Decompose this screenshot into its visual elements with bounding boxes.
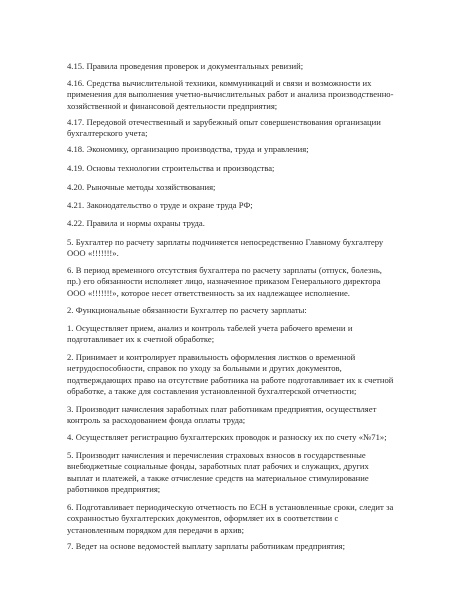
duty-2: 2. Принимает и контролирует правильность оформления листков о временной нетрудоспособности, справок по уходу за больными и других документов, подтверждающих право на отсутствие работника на работе подготавливает их к счетной обработке, а также для составления установленной бухгалтерской отчетности; — [67, 352, 394, 397]
paragraph-4-16: 4.16. Средства вычислительной техники, коммуникаций и связи и возможности их применения для выполнения учетно-вычислительных работ и анализа производственно-хозяйственной и финансовой деятельности предприятия; — [67, 78, 394, 111]
paragraph-6: 6. В период временного отсутствия бухгалтера по расчету зарплаты (отпуск, болезнь, пр.) его обязанности исполняет лицо, назначенное приказом Генерального директора ООО «!!!!!!!», которое несет ответственность за их надлежащее исполнение. — [67, 265, 382, 298]
duty-3: 3. Производит начисления заработных плат работникам предприятия, осуществляет контроль за расходованием фонда оплаты труда; — [67, 404, 377, 426]
duty-5: 5. Производит начисления и перечисления страховых взносов в государственные внебюджетные социальные фонды, заработных плат рабочих и служащих, других выплат и платежей, а также отчисление средств на материальное стимулирование работников предприятия; — [67, 450, 369, 495]
paragraph-4-17: 4.17. Передовой отечественный и зарубежный опыт совершенствования организации бухгалтерского учета; — [67, 117, 381, 139]
duty-4: 4. Осуществляет регистрацию бухгалтерских проводок и разноску их по счету «№71»; — [67, 432, 387, 442]
paragraph-4-15: 4.15. Правила проведения проверок и документальных ревизий; — [67, 61, 304, 71]
duty-7: 7. Ведет на основе ведомостей выплату зарплаты работникам предприятия; — [67, 541, 346, 551]
duty-1: 1. Осуществляет прием, анализ и контроль табелей учета рабочего времени и подготавливает их к счетной обработке; — [67, 323, 353, 345]
paragraph-4-18: 4.18. Экономику, организацию производства, труда и управления; — [67, 144, 309, 154]
paragraph-5: 5. Бухгалтер по расчету зарплаты подчиняется непосредственно Главному бухгалтеру ООО «!!!!!!!». — [67, 237, 384, 259]
paragraph-4-21: 4.21. Законодательство о труде и охране труда РФ; — [67, 200, 253, 210]
paragraph-4-19: 4.19. Основы технологии строительства и производства; — [67, 163, 275, 173]
paragraph-4-22: 4.22. Правила и нормы охраны труда. — [67, 218, 205, 228]
duty-6: 6. Подготавливает периодическую отчетность по ЕСН в установленные сроки, следит за сохранностью бухгалтерских документов, оформляет их в соответствии с установленным порядком для передачи в архив; — [67, 502, 394, 535]
paragraph-4-20: 4.20. Рыночные методы хозяйствования; — [67, 182, 216, 192]
section-heading-functional-duties: 2. Функциональные обязанности Бухгалтер по расчету зарплаты: — [67, 305, 307, 315]
